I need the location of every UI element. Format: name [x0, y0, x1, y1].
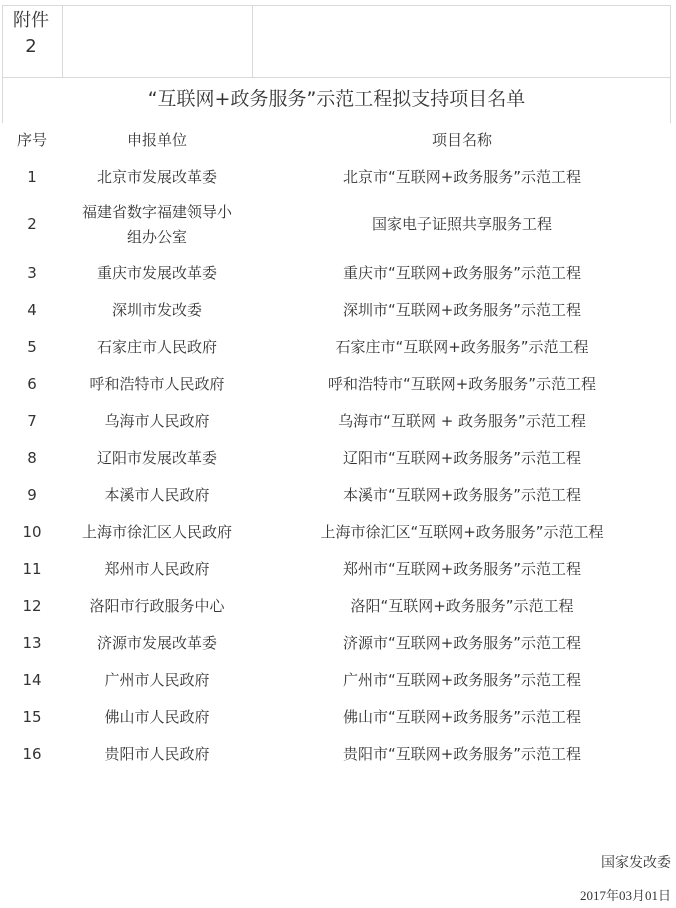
row-unit: 乌海市人民政府 — [104, 412, 210, 430]
row-project: 石家庄市“互联网+政务服务”示范工程 — [335, 338, 589, 356]
footer-date: 2017年03月01日 — [579, 888, 671, 903]
row-unit: 上海市徐汇区人民政府 — [81, 523, 232, 541]
table-header — [0, 128, 676, 152]
row-project: 洛阳“互联网+政务服务”示范工程 — [350, 597, 574, 615]
table-row — [0, 520, 676, 544]
row-unit: 深圳市发改委 — [111, 301, 202, 319]
row-num: 6 — [27, 375, 37, 393]
row-num: 2 — [27, 215, 37, 233]
row-project: 济源市“互联网+政务服务”示范工程 — [342, 634, 582, 652]
row-num: 10 — [22, 523, 42, 541]
row-num: 4 — [27, 301, 37, 319]
row-project: 广州市“互联网+政务服务”示范工程 — [342, 671, 582, 689]
row-num: 3 — [27, 264, 37, 282]
footer-organization: 国家发改委 — [601, 855, 671, 871]
table-row — [0, 483, 676, 507]
row-unit — [66, 200, 248, 250]
table-row — [0, 631, 676, 655]
table-row — [0, 372, 676, 396]
table-row — [0, 668, 676, 692]
header-num: 序号 — [16, 131, 47, 149]
row-num: 8 — [27, 449, 37, 467]
table-row — [0, 705, 676, 729]
row-unit: 重庆市发展改革委 — [96, 264, 217, 282]
table-row — [0, 594, 676, 618]
row-unit: 济源市发展改革委 — [96, 634, 217, 652]
row-unit: 本溪市人民政府 — [104, 486, 210, 504]
row-project: 乌海市“互联网 + 政务服务”示范工程 — [338, 412, 586, 430]
row-project: 深圳市“互联网+政务服务”示范工程 — [342, 301, 582, 319]
row-num: 11 — [22, 560, 42, 578]
row-project: 郑州市“互联网+政务服务”示范工程 — [342, 560, 582, 578]
row-unit: 辽阳市发展改革委 — [96, 449, 217, 467]
box-divider-2 — [252, 5, 253, 77]
row-project: 佛山市“互联网+政务服务”示范工程 — [342, 708, 582, 726]
row-num: 9 — [27, 486, 37, 504]
row-unit: 北京市发展改革委 — [96, 168, 217, 186]
attachment-text: 附件 — [13, 10, 49, 31]
row-unit: 广州市人民政府 — [104, 671, 210, 689]
row-project: 贵阳市“互联网+政务服务”示范工程 — [342, 745, 582, 763]
row-project: 呼和浩特市“互联网+政务服务”示范工程 — [327, 375, 597, 393]
box-top-border — [2, 5, 671, 6]
row-project: 上海市徐汇区“互联网+政务服务”示范工程 — [320, 523, 604, 541]
box-divider-1 — [62, 5, 63, 77]
page-title: “互联网+政务服务”示范工程拟支持项目名单 — [147, 88, 526, 110]
row-project: 北京市“互联网+政务服务”示范工程 — [342, 168, 582, 186]
row-num: 12 — [22, 597, 42, 615]
table-row — [0, 557, 676, 581]
row-project: 辽阳市“互联网+政务服务”示范工程 — [342, 449, 582, 467]
row-num: 16 — [22, 745, 42, 763]
header-project: 项目名称 — [431, 131, 492, 149]
row-num: 5 — [27, 338, 37, 356]
row-num: 13 — [22, 634, 42, 652]
row-num: 7 — [27, 412, 37, 430]
attachment-number: 2 — [25, 36, 37, 57]
row-project: 国家电子证照共享服务工程 — [371, 215, 552, 233]
attachment-label — [2, 8, 60, 60]
row-num: 14 — [22, 671, 42, 689]
row-num: 1 — [27, 168, 37, 186]
row-unit: 洛阳市行政服务中心 — [89, 597, 225, 615]
row-unit: 郑州市人民政府 — [104, 560, 210, 578]
row-unit: 佛山市人民政府 — [104, 708, 210, 726]
row-project: 重庆市“互联网+政务服务”示范工程 — [342, 264, 582, 282]
table-row — [0, 742, 676, 766]
row-unit-line1: 福建省数字福建领导小 — [81, 203, 232, 221]
table-row — [0, 200, 676, 250]
header-unit: 申报单位 — [126, 131, 187, 149]
table-row — [0, 165, 676, 189]
table-row — [0, 298, 676, 322]
row-num: 15 — [22, 708, 42, 726]
table-row — [0, 335, 676, 359]
table-row — [0, 261, 676, 285]
row-unit: 石家庄市人民政府 — [96, 338, 217, 356]
row-project: 本溪市“互联网+政务服务”示范工程 — [342, 486, 582, 504]
table-row — [0, 446, 676, 470]
row-unit-line2: 组办公室 — [126, 228, 187, 246]
table-row — [0, 409, 676, 433]
row-unit: 呼和浩特市人民政府 — [89, 375, 225, 393]
row-unit: 贵阳市人民政府 — [104, 745, 210, 763]
